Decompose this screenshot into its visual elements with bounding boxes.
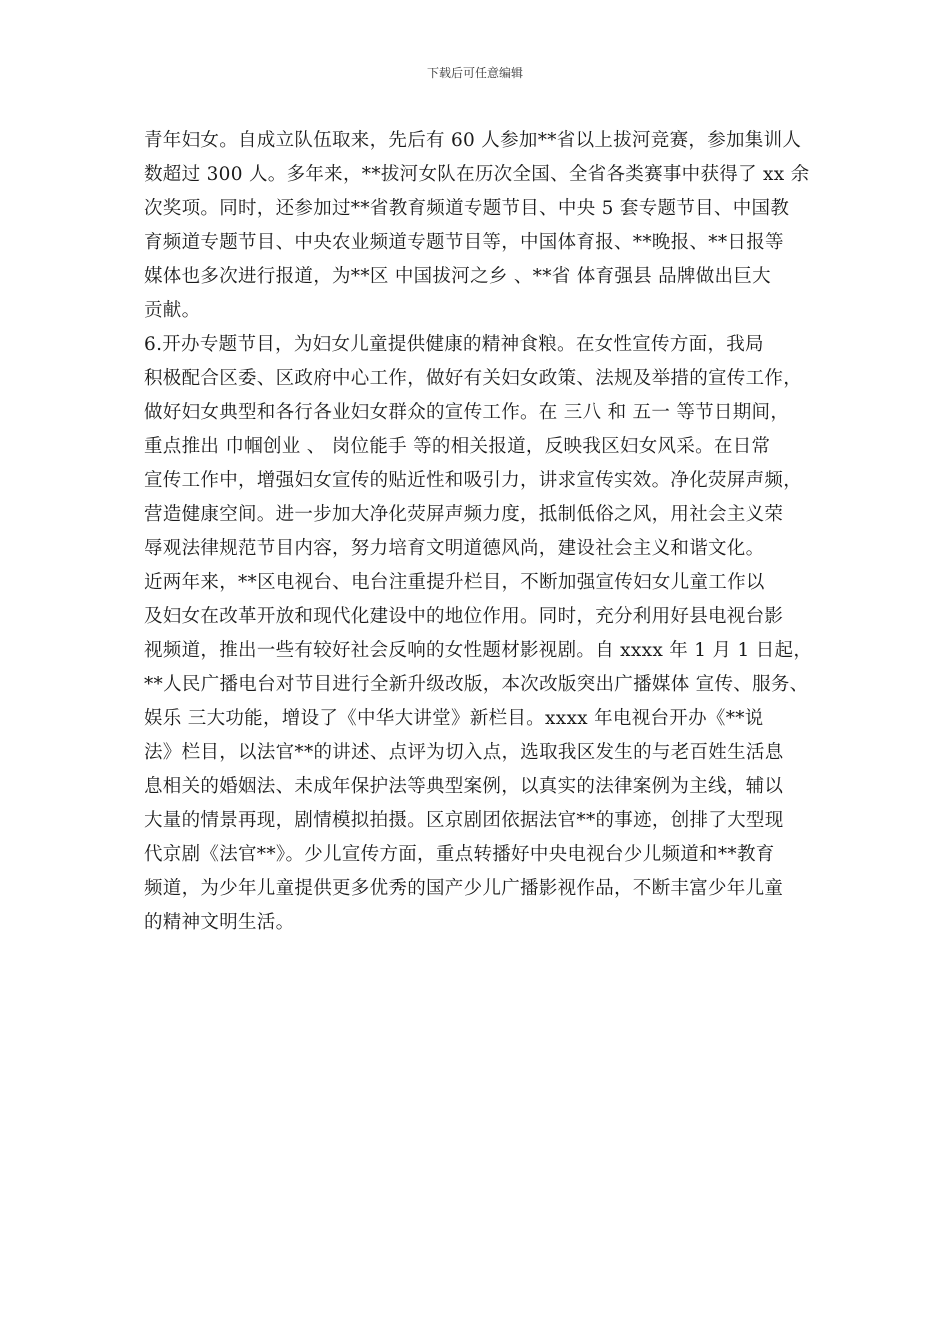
- text-line: 大量的情景再现，剧情模拟拍摄。区京剧团依据法官**的事迹，创排了大型现: [144, 810, 784, 831]
- text-line: 营造健康空间。进一步加大净化荧屏声频力度，抵制低俗之风，用社会主义荣: [144, 504, 784, 525]
- page-header-note: 下载后可任意编辑: [426, 66, 523, 80]
- text-line: 数超过 300 人。多年来，**拔河女队在历次全国、全省各类赛事中获得了 xx 余: [144, 164, 810, 185]
- document-body: [144, 124, 824, 940]
- text-line: 育频道专题节目、中央农业频道专题节目等，中国体育报、**晚报、**日报等: [144, 232, 784, 253]
- text-line: 贡献。: [144, 300, 201, 321]
- text-line: 的精神文明生活。: [144, 912, 295, 933]
- text-line: 青年妇女。自成立队伍取来，先后有 60 人参加**省以上拔河竞赛，参加集训人: [144, 130, 802, 151]
- text-line: 宣传工作中，增强妇女宣传的贴近性和吸引力，讲求宣传实效。净化荧屏声频，: [144, 470, 803, 491]
- text-line: 媒体也多次进行报道，为**区 中国拔河之乡 、**省 体育强县 品牌做出巨大: [144, 266, 771, 287]
- paragraph-3: [144, 566, 824, 940]
- text-line: 近两年来，**区电视台、电台注重提升栏目，不断加强宣传妇女儿童工作以: [144, 572, 765, 593]
- text-line: 及妇女在改革开放和现代化建设中的地位作用。同时，充分利用好县电视台影: [144, 606, 784, 627]
- text-line: 6.开办专题节目，为妇女儿童提供健康的精神食粮。在女性宣传方面，我局: [144, 334, 764, 355]
- text-line: 次奖项。同时，还参加过**省教育频道专题节目、中央 5 套专题节目、中国教: [144, 198, 790, 219]
- text-line: 做好妇女典型和各行各业妇女群众的宣传工作。在 三八 和 五一 等节日期间，: [144, 402, 790, 423]
- paragraph-2: [144, 328, 824, 566]
- text-line: 法》栏目，以法官**的讲述、点评为切入点，选取我区发生的与老百姓生活息: [144, 742, 784, 763]
- text-line: 频道，为少年儿童提供更多优秀的国产少儿广播影视作品，不断丰富少年儿童: [144, 878, 784, 899]
- text-line: 代京剧《法官**》。少儿宣传方面，重点转播好中央电视台少儿频道和**教育: [144, 844, 775, 865]
- text-line: 辱观法律规范节目内容，努力培育文明道德风尚，建设社会主义和谐文化。: [144, 538, 765, 559]
- text-line: 息相关的婚姻法、未成年保护法等典型案例，以真实的法律案例为主线，辅以: [144, 776, 784, 797]
- text-line: 重点推出 巾帼创业 、 岗位能手 等的相关报道，反映我区妇女风采。在日常: [144, 436, 771, 457]
- text-line: 视频道，推出一些有较好社会反响的女性题材影视剧。自 xxxx 年 1 月 1 日起，: [144, 640, 813, 661]
- text-line: 娱乐 三大功能，增设了《中华大讲堂》新栏目。xxxx 年电视台开办《**说: [144, 708, 764, 729]
- paragraph-1: [144, 124, 824, 328]
- text-line: **人民广播电台对节目进行全新升级改版，本次改版突出广播媒体 宣传、服务、: [144, 674, 809, 695]
- text-line: 积极配合区委、区政府中心工作，做好有关妇女政策、法规及举措的宣传工作，: [144, 368, 803, 389]
